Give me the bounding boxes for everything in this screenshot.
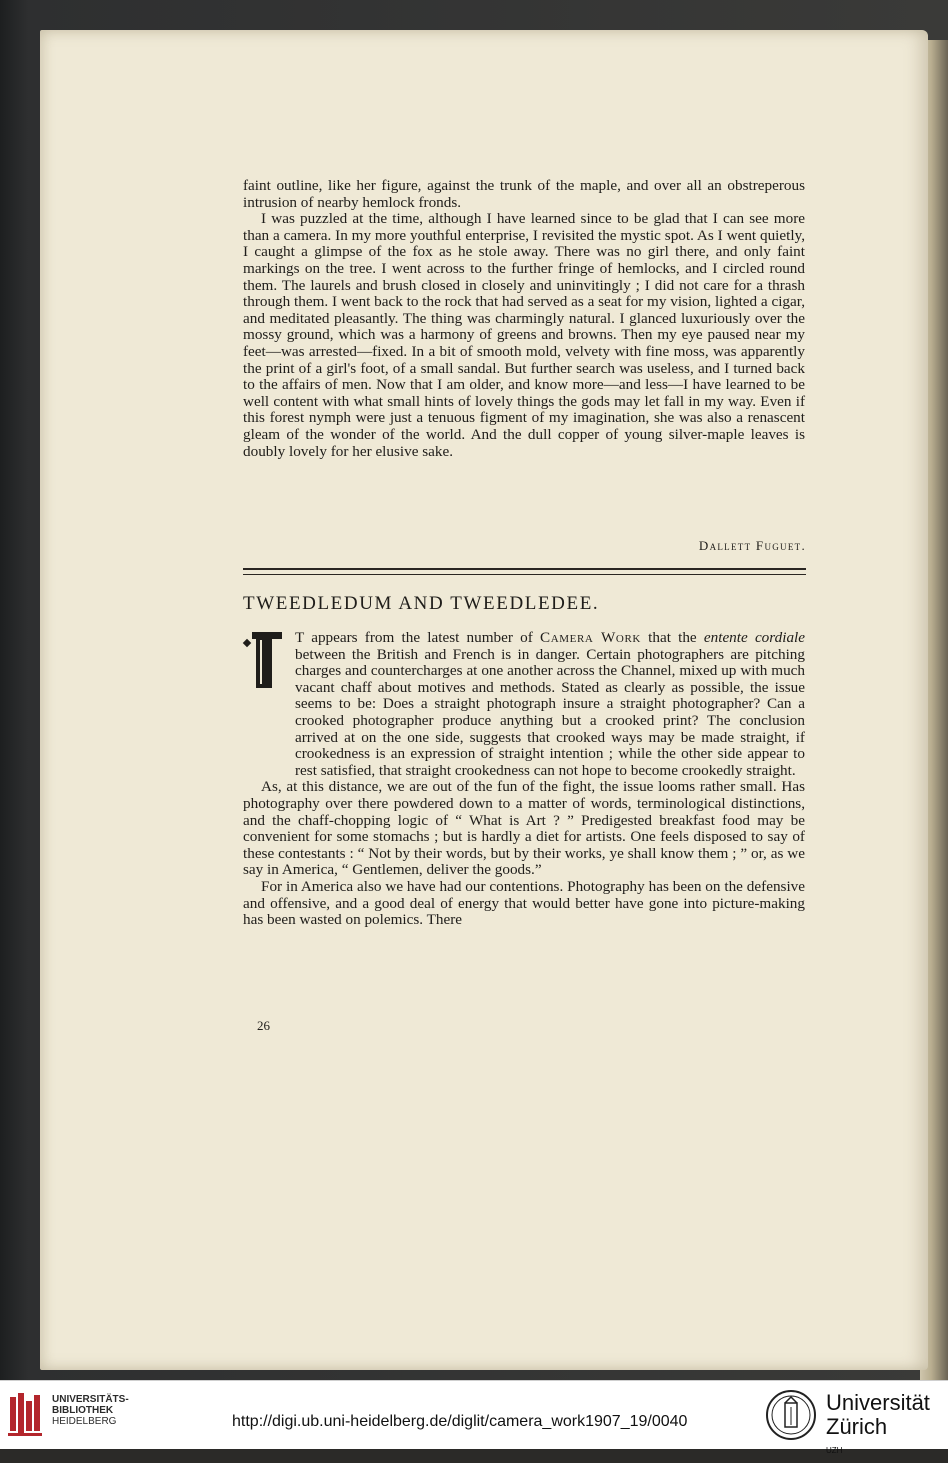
library-line-1: UNIVERSITÄTS- (52, 1394, 129, 1405)
section-divider-thick (243, 568, 806, 570)
section-title: TWEEDLEDUM AND TWEEDLEDEE. (243, 593, 600, 614)
viewer-footer (0, 1380, 948, 1455)
section-divider-thin (243, 574, 806, 575)
university-seal-icon (765, 1389, 817, 1441)
library-line-2: BIBLIOTHEK (52, 1405, 114, 1416)
paragraph-3-end: between the British and French is in danger. Certain photographers are pitching charges and countercharges at one another across the Channel, mixed up with much vacant chaff about motives and methods. Stated as clearly as possible, the issue seems to be: Does a straight photograph insure a straight photographer? Can a crooked photographer produce anything but a crooked print? The conclusion arrived at on the one side, suggests that crooked ways may be made straight, if crookedness is an expression of straight intention ; while the other side appear to rest satisfied, that straight crookedness can not hope to become crookedly straight. (295, 645, 805, 779)
university-name (826, 1391, 930, 1463)
paragraph-3-mid: that the (640, 629, 704, 646)
uzh-city: Zürich (826, 1414, 888, 1439)
paragraph-5: For in America also we have had our contentions. Photography has been on the defensive and offensive, and a good deal of energy that would better have gone into picture-making has been wasted on polemics. There (243, 877, 805, 929)
paragraph-4: As, at this distance, we are out of the fun of the fight, the issue looms rather small. Has photography over there powdered down to a matter of words, terminological distinctions, and the chaff-chopping logic of “ What is Art ? ” Predigested breakfast food may be convenient for some stomachs ; but is hardly a diet for artists. One feels disposed to say of these contestants : “ Not by their words, but by their works, ye shall know them ; ” or, as we say in America, “ Gentlemen, deliver the goods.” (243, 778, 805, 879)
permalink-url[interactable]: http://digi.ub.uni-heidelberg.de/diglit/camera_work1907_19/0040 (232, 1413, 688, 1430)
article-text-block (243, 630, 805, 929)
page-number: 26 (257, 1018, 270, 1033)
uzh-abbrev: UZH (826, 1446, 843, 1455)
paragraph-1: faint outline, like her figure, against the trunk of the maple, and over all an obstreperous intrusion of nearby hemlock fronds. (243, 177, 805, 211)
heidelberg-library-logo-icon (8, 1391, 46, 1437)
paragraph-3-start: T appears from the latest number of (295, 629, 540, 646)
essay-text-block (243, 178, 805, 460)
paragraph-3 (243, 630, 805, 779)
uzh-line-2 (826, 1415, 930, 1463)
camera-work-title: Camera Work (539, 629, 641, 646)
library-name (52, 1394, 129, 1427)
author-signature: Dallett Fuguet. (698, 538, 806, 553)
library-line-3: HEIDELBERG (52, 1416, 117, 1427)
uzh-line-1: Universität (826, 1390, 930, 1415)
entente-cordiale: entente cordiale (703, 629, 805, 646)
paragraph-2: I was puzzled at the time, although I have learned since to be glad that I can see more than a camera. In my more youthful enterprise, I revisited the mystic spot. As I went quietly, I caught a glimpse of the fox as he stole away. There was no girl there, and only faint markings on the tree. I went across to the further fringe of hemlocks, and I circled round them. The laurels and brush closed in closely and uninvitingly ; I did not care for a thrash through them. I went back to the rock that had served as a seat for my vision, lighted a cigar, and meditated pleasantly. The thing was charmingly natural. I glanced luxuriously over the mossy ground, which was a harmony of greens and browns. Then my eye paused near my feet—was arrested—fixed. In a bit of smooth mold, velvety with fine moss, was apparently the print of a girl's foot, of a small sandal. But further search was useless, and I turned back to the affairs of men. Now that I am older, and know more—and less—I have learned to be well content with what small hints of lovely things the gods may let fall in my way. Even if this forest nymph were just a tenuous figment of my imagination, she was also a renascent gleam of the wonder of the world. And the dull copper of young silver-maple leaves is doubly lovely for her elusive sake. (243, 210, 806, 460)
